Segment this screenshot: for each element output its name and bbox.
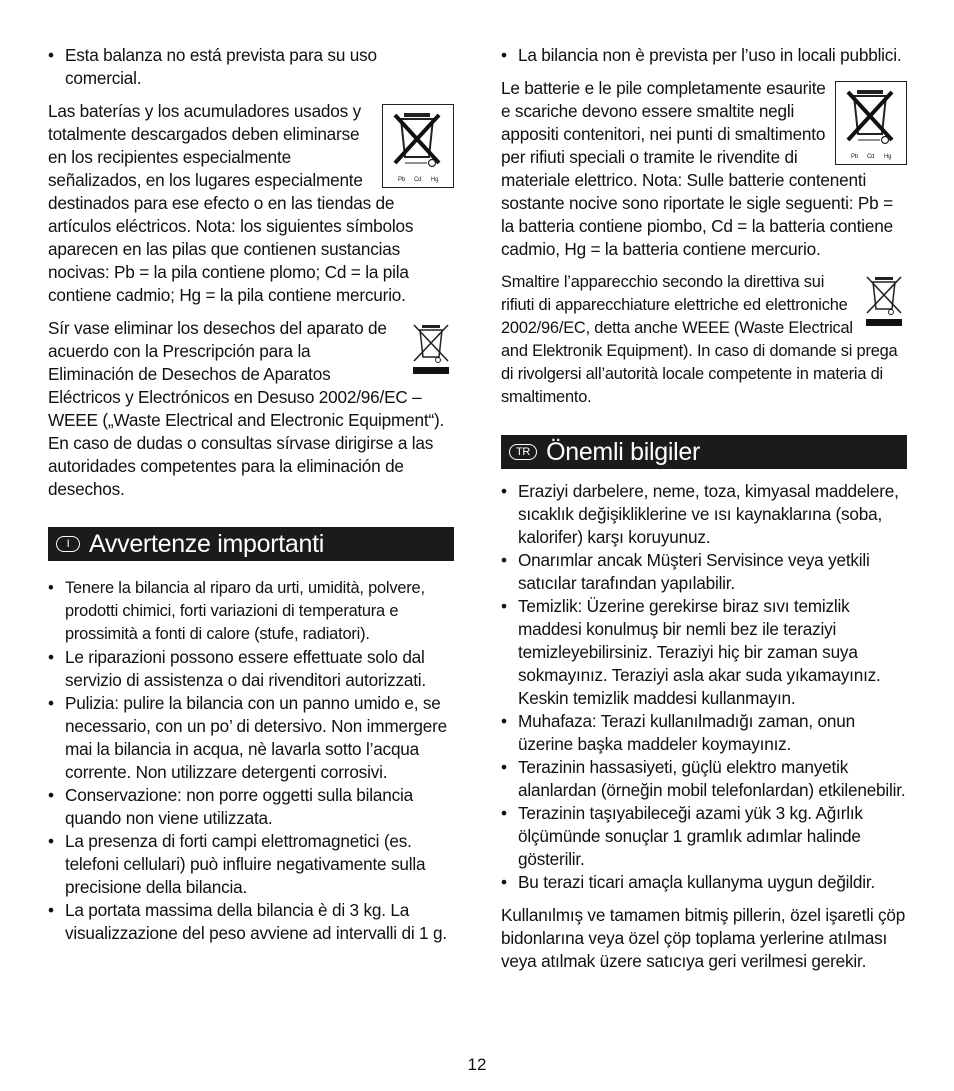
weee-symbol [408, 319, 454, 381]
list-item: • La presenza di forti campi elettromagnetici (es. telefoni cellulari) può influire negativamente sulla precisione della bilancia. [48, 830, 454, 899]
crossed-bin-battery-icon [383, 105, 453, 187]
section-title: Avvertenze importanti [89, 529, 325, 558]
list-item: • Onarımlar ancak Müşteri Servisince veya yetkili satıcılar tarafından yapılabilir. [501, 549, 907, 595]
battery-symbol-label: Hg [884, 154, 892, 160]
list-item: • Tenere la bilancia al riparo da urti, umidità, polvere, prodotti chimici, forti variazioni di temperatura e prossimità a fonti di calore (stufe, radiatori). [48, 577, 454, 646]
it-weee-text: Smaltire l’apparecchio secondo la direttiva sui rifiuti di apparecchiature elettriche ed elettroniche 2002/96/EC, detta anche WEEE (Waste Electrical and Elektronik Equipment). In caso di domande si prega di rivolgersi all’autorità locale competente in materia di smaltimento. [501, 273, 898, 406]
list-item: • Conservazione: non porre oggetti sulla bilancia quando non viene utilizzata. [48, 784, 454, 830]
es-weee-text: Sír vase eliminar los desechos del aparato de acuerdo con la Prescripción para la Eliminación de Desechos de Aparatos Eléctricos y Electrónicos en Desuso 2002/96/EC – WEEE („Waste Electrical and Electronic Equipment“). En caso de dudas o consultas sírvase dirigirse a las autoridades competentes para la eliminación de desechos. [48, 318, 445, 499]
list-item: • Terazinin taşıyabileceği azami yük 3 kg. Ağırlık ölçümünde sonuçlar 1 gramlık adımlar halinde gösterilir. [501, 802, 907, 871]
battery-symbol-label: Hg [431, 177, 439, 183]
crossed-bin-battery-icon [836, 82, 906, 164]
list-item: • Terazinin hassasiyeti, güçlü elektro manyetik alanlardan (örneğin mobil telefonlardan) etkilenebilir. [501, 756, 907, 802]
battery-symbol-label: Cd [867, 154, 875, 160]
italian-section-heading [48, 527, 454, 561]
list-item: • Temizlik: Üzerine gerekirse biraz sıvı temizlik maddesi konulmuş bir nemli bez ile teraziyi temizleyebilirsiniz. Teraziyi hiç bir zaman suya sokmayınız. Teraziyi asla akar suda yıkamayınız. Keskin temizlik maddesi kullanmayın. [501, 595, 907, 710]
weee-symbol [861, 271, 907, 333]
list-item: • Muhafaza: Terazi kullanılmadığı zaman, onun üzerine başka maddeler koymayınız. [501, 710, 907, 756]
page-number: 12 [467, 1055, 487, 1074]
battery-disposal-symbol [382, 104, 454, 188]
battery-symbol-label: Pb [398, 177, 405, 183]
right-column [501, 44, 907, 973]
crossed-bin-weee-icon [861, 271, 907, 327]
it-batteries-text: Le batterie e le pile completamente esaurite e scariche devono essere smaltite negli appositi contenitori, nei punti di smaltimento per rifiuti speciali o tramite le rivendite di materiale elettrico. Nota: Sulle batterie contenenti sostante nocive sono riportate le sigle seguenti: Pb = la batteria contiene piombo, Cd = la batteria contiene cadmio, Hg = la batteria contiene mercurio. [501, 78, 893, 259]
left-column [48, 44, 454, 945]
language-badge-tr: TR [509, 444, 537, 460]
turkish-section-heading [501, 435, 907, 469]
es-commercial-bullet: • Esta balanza no está prevista para su uso comercial. [48, 44, 454, 90]
battery-symbol-label: Cd [414, 177, 422, 183]
list-item: • La portata massima della bilancia è di 3 kg. La visualizzazione del peso avviene ad intervalli di 1 g. [48, 899, 454, 945]
battery-symbol-label: Pb [851, 154, 858, 160]
italian-bullet-list [48, 577, 454, 945]
crossed-bin-weee-icon [408, 319, 454, 375]
turkish-bullet-list [501, 480, 907, 894]
es-batteries-text: Las baterías y los acumuladores usados y totalmente descargados deben eliminarse en los recipientes especialmente señalizados, en los lugares especialmente destinados para ese efecto o en las tiendas de artículos eléctricos. Nota: los siguientes símbolos aparecen en las pilas que contienen sustancias nocivas: Pb = la pila contiene plomo; Cd = la pila contiene cadmio; Hg = la pila contiene mercurio. [48, 101, 414, 305]
section-title: Önemli bilgiler [546, 437, 700, 466]
list-item: • Eraziyi darbelere, neme, toza, kimyasal maddelere, sıcaklık değişikliklerine ve ısı kaynaklarına (soba, kalorifer) karşı koruyunuz. [501, 480, 907, 549]
battery-disposal-symbol [835, 81, 907, 165]
it-commercial-bullet: • La bilancia non è prevista per l’uso in locali pubblici. [501, 44, 907, 67]
language-badge-it: I [56, 536, 80, 552]
tr-batteries-text: Kullanılmış ve tamamen bitmiş pillerin, özel işaretli çöp bidonlarına veya özel çöp toplama yerlerine atılması veya atılmak üzere satıcıya geri verilmesi gerekir. [501, 905, 906, 971]
list-item: • Bu terazi ticari amaçla kullanyma uygun değildir. [501, 871, 907, 894]
list-item: • Pulizia: pulire la bilancia con un panno umido e, se necessario, con un po’ di detersivo. Non immergere mai la bilancia in acqua, nè lavarla sotto l’acqua corrente. Non utilizzare detergenti corrosivi. [48, 692, 454, 784]
list-item: • Le riparazioni possono essere effettuate solo dal servizio di assistenza o dai rivenditori autorizzati. [48, 646, 454, 692]
